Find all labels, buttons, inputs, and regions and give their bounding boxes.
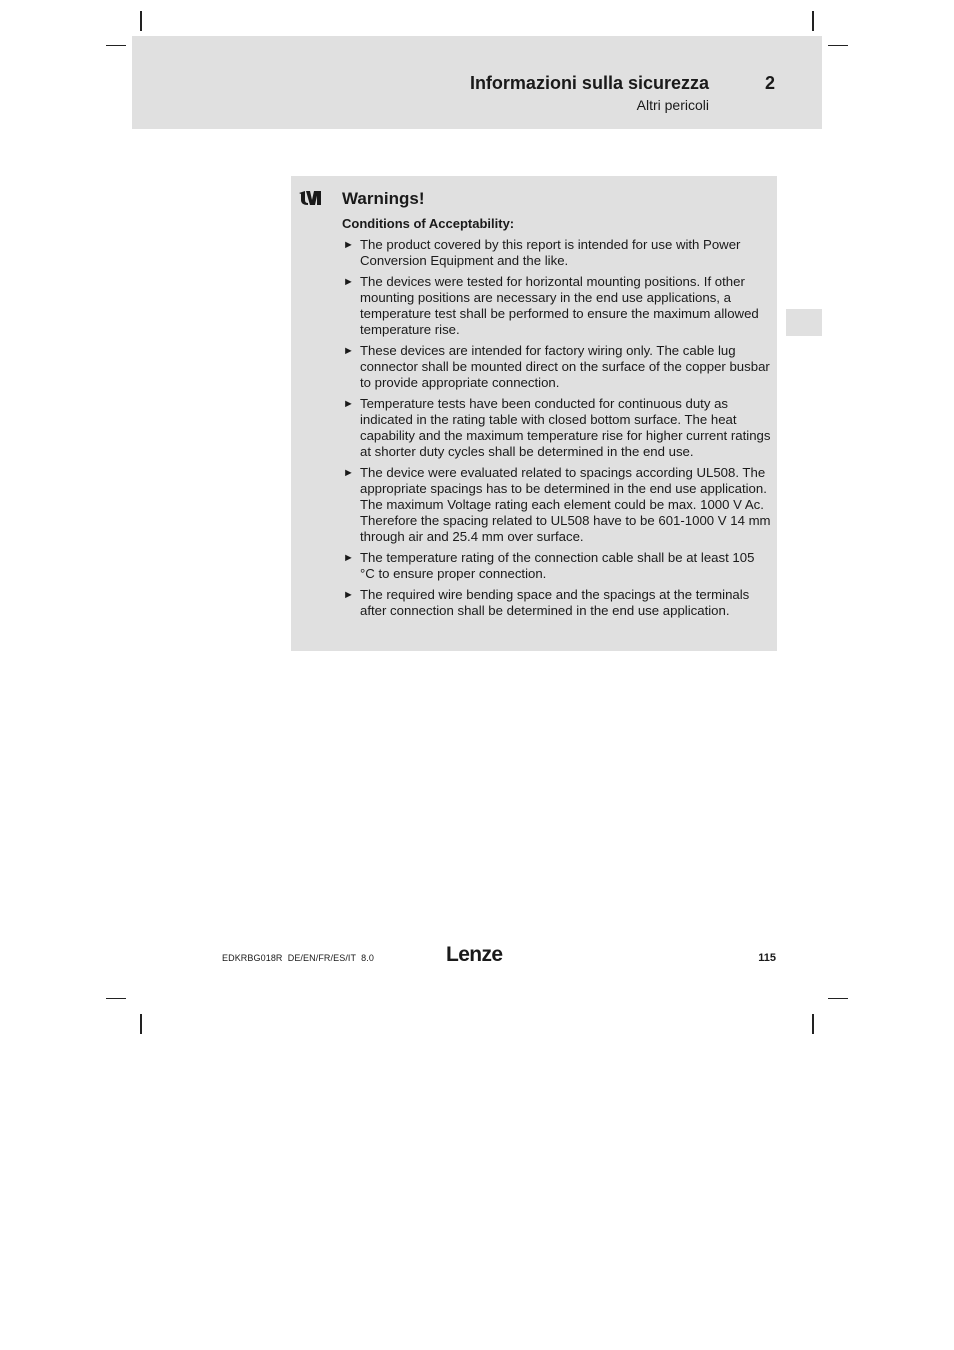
crop-mark-bottom-left-h: [106, 998, 126, 999]
bullet-icon: ►: [343, 345, 354, 357]
warning-subheading: Conditions of Acceptability:: [342, 216, 515, 231]
chapter-side-tab: [786, 309, 822, 336]
list-item-text: The product covered by this report is intended for use with Power Conversion Equipment and the like.: [360, 237, 741, 268]
list-item-text: These devices are intended for factory wiring only. The cable lug connector shall be mounted direct on the surface of the copper busbar to provide appropriate connection.: [360, 343, 770, 390]
logo-text: Lenze: [446, 943, 503, 966]
crop-mark-bottom-left: [140, 1014, 142, 1034]
list-item: [342, 274, 772, 338]
crop-mark-top-right-h: [828, 45, 848, 46]
crop-mark-top-left-h: [106, 45, 126, 46]
crop-mark-bottom-right-h: [828, 998, 848, 999]
list-item: [342, 396, 772, 460]
list-item: [342, 237, 772, 269]
footer-doc-reference: EDKRBG018R DE/EN/FR/ES/IT 8.0: [222, 953, 374, 963]
bullet-icon: ►: [343, 589, 354, 601]
chapter-title: Informazioni sulla sicurezza: [469, 73, 709, 93]
crop-mark-top-right: [812, 11, 814, 31]
bullet-icon: ►: [343, 276, 354, 288]
chapter-number: 2: [764, 73, 775, 93]
list-item: [342, 343, 772, 391]
ul-recognized-mark-icon: [298, 190, 322, 206]
list-item-text: The temperature rating of the connection cable shall be at least 105 °C to ensure proper connection.: [360, 550, 755, 581]
bullet-icon: ►: [343, 552, 354, 564]
list-item-text: The devices were tested for horizontal mounting positions. If other mounting positions are necessary in the end use applications, a temperature test shall be performed to ensure the maximum allowed temperature rise.: [360, 274, 759, 337]
bullet-icon: ►: [343, 398, 354, 410]
crop-mark-top-left: [140, 11, 142, 31]
warning-title: Warnings!: [342, 189, 425, 208]
bullet-icon: ►: [343, 467, 354, 479]
page-number: 115: [758, 952, 776, 964]
warning-list: [342, 237, 772, 624]
list-item: [342, 550, 772, 582]
chapter-subtitle: Altri pericoli: [636, 97, 709, 113]
list-item-text: Temperature tests have been conducted for continuous duty as indicated in the rating table with closed bottom surface. The heat capability and the maximum temperature rise for higher current ratings at shorter duty cycles shall be determined in the end use.: [360, 396, 771, 459]
crop-mark-bottom-right: [812, 1014, 814, 1034]
list-item: [342, 465, 772, 545]
bullet-icon: ►: [343, 239, 354, 251]
lenze-logo: [445, 941, 507, 967]
list-item: [342, 587, 772, 619]
list-item-text: The required wire bending space and the spacings at the terminals after connection shall be determined in the end use application.: [360, 587, 750, 618]
list-item-text: The device were evaluated related to spacings according UL508. The appropriate spacings has to be determined in the end use application. The maximum Voltage rating each element could be max. 1000 V Ac. Therefore the spacing related to UL508 have to be 601-1000 V 14 mm through air and 25.4 mm over surface.: [360, 465, 771, 544]
